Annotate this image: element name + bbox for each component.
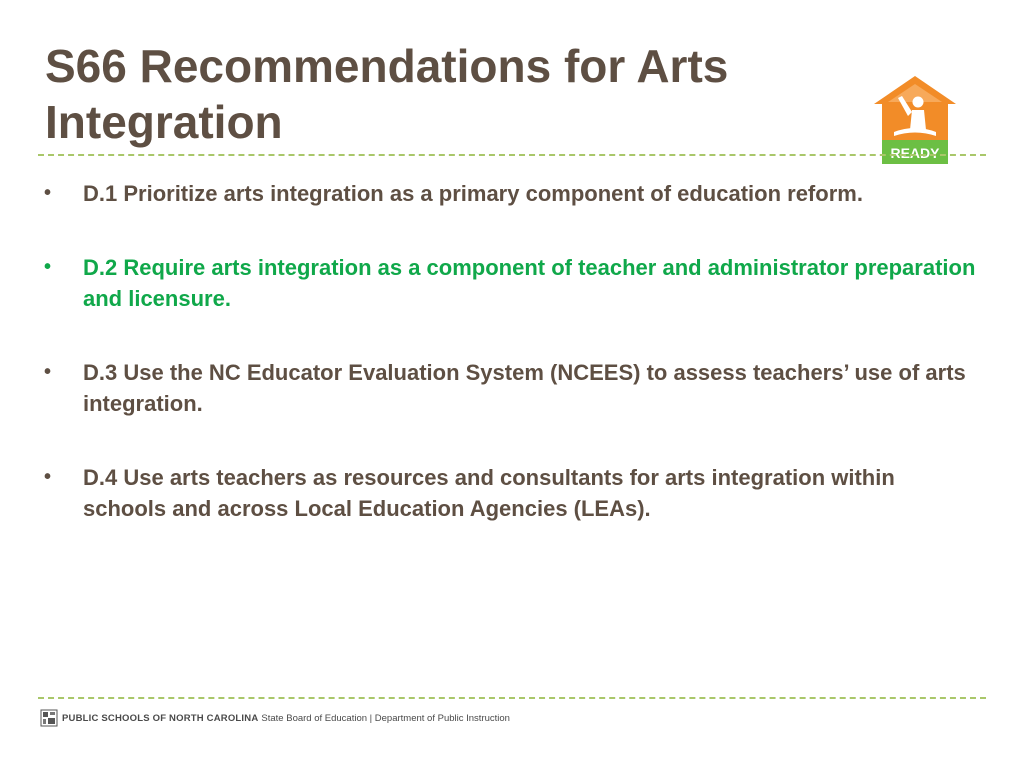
bullet-item-d1 (44, 178, 984, 209)
footer (40, 708, 510, 728)
nc-state-icon (40, 709, 58, 727)
bullet-item-d3 (44, 357, 984, 419)
bullet-dot: • (44, 466, 52, 488)
bullet-text: D.2 Require arts integration as a component of teacher and administrator preparation and licensure. (83, 255, 976, 311)
bullet-dot: • (44, 361, 52, 383)
ready-logo (872, 74, 958, 166)
ready-label: READY (890, 145, 940, 161)
bullet-dot: • (44, 182, 52, 204)
bullet-list (44, 178, 984, 567)
footer-sub: State Board of Education | Department of Public Instruction (261, 712, 510, 724)
slide-title: S66 Recommendations for Arts Integration (45, 40, 729, 148)
footer-org: PUBLIC SCHOOLS OF NORTH CAROLINA (62, 712, 259, 724)
bullet-item-d2 (44, 252, 984, 314)
bullet-text: D.4 Use arts teachers as resources and consultants for arts integration within schools and across Local Education Agencies (LEAs). (83, 465, 895, 521)
bullet-text: D.3 Use the NC Educator Evaluation System (NCEES) to assess teachers’ use of arts integration. (83, 360, 966, 416)
bullet-dot: • (44, 256, 52, 278)
bullet-item-d4 (44, 462, 984, 524)
bullet-text: D.1 Prioritize arts integration as a primary component of education reform. (83, 181, 863, 206)
bottom-divider (38, 697, 986, 699)
top-divider (38, 154, 986, 156)
ready-house-icon (874, 76, 956, 148)
